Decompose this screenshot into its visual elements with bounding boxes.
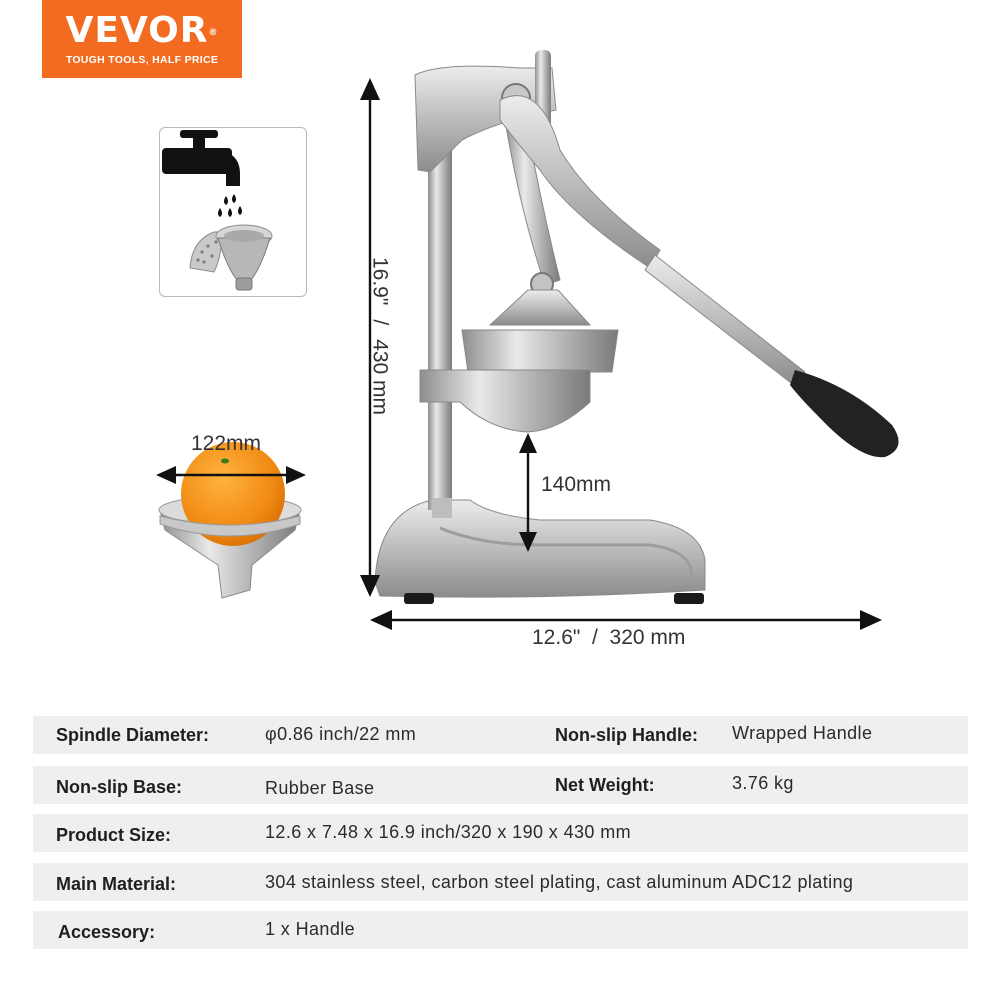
- rubber-foot-left: [404, 593, 434, 604]
- spec-label: Product Size:: [56, 825, 172, 845]
- spec-label: Net Weight:: [555, 775, 655, 795]
- juicer-press: [375, 50, 899, 604]
- support-column: [428, 150, 452, 510]
- spec-value: 12.6 x 7.48 x 16.9 inch/320 x 190 x 430 mm: [265, 822, 632, 842]
- height-dimension-label: 16.9" / 430 mm: [368, 256, 392, 416]
- clearance-label: 140mm: [541, 473, 612, 496]
- spec-label: Spindle Diameter:: [56, 725, 210, 745]
- spec-row-spindle: [33, 716, 968, 754]
- spec-row-size: [33, 814, 968, 852]
- brand-name: VEVOR: [65, 10, 209, 51]
- spec-label: Main Material:: [56, 874, 177, 894]
- orange-cup-illustration: [159, 442, 301, 598]
- spec-value: φ0.86 inch/22 mm: [265, 724, 417, 744]
- juicer-base: [375, 500, 705, 604]
- registered-mark: ®: [208, 28, 219, 38]
- spec-row-material: [33, 863, 968, 901]
- spec-value: Wrapped Handle: [732, 723, 873, 743]
- brand-tagline: TOUGH TOOLS, HALF PRICE: [65, 54, 219, 66]
- spec-label: Non-slip Base:: [56, 777, 183, 797]
- press-cone: [490, 290, 590, 325]
- press-cup: [462, 330, 618, 372]
- spec-value: 1 x Handle: [265, 919, 356, 939]
- spec-label: Non-slip Handle:: [555, 725, 698, 745]
- spec-label: Accessory:: [58, 922, 156, 942]
- spec-row-accessory: [33, 911, 968, 949]
- cup-diameter-label: 122mm: [191, 432, 262, 455]
- handle-rod: [645, 255, 805, 386]
- width-dimension-label: 12.6" / 320 mm: [532, 626, 686, 649]
- handle-grip: [790, 370, 899, 457]
- rubber-foot-right: [674, 593, 704, 604]
- spec-value: 304 stainless steel, carbon steel plating, cast aluminum ADC12 plating: [265, 872, 854, 892]
- spec-row-base: [33, 766, 968, 804]
- spec-value: 3.76 kg: [732, 773, 794, 793]
- spec-value: Rubber Base: [265, 778, 375, 798]
